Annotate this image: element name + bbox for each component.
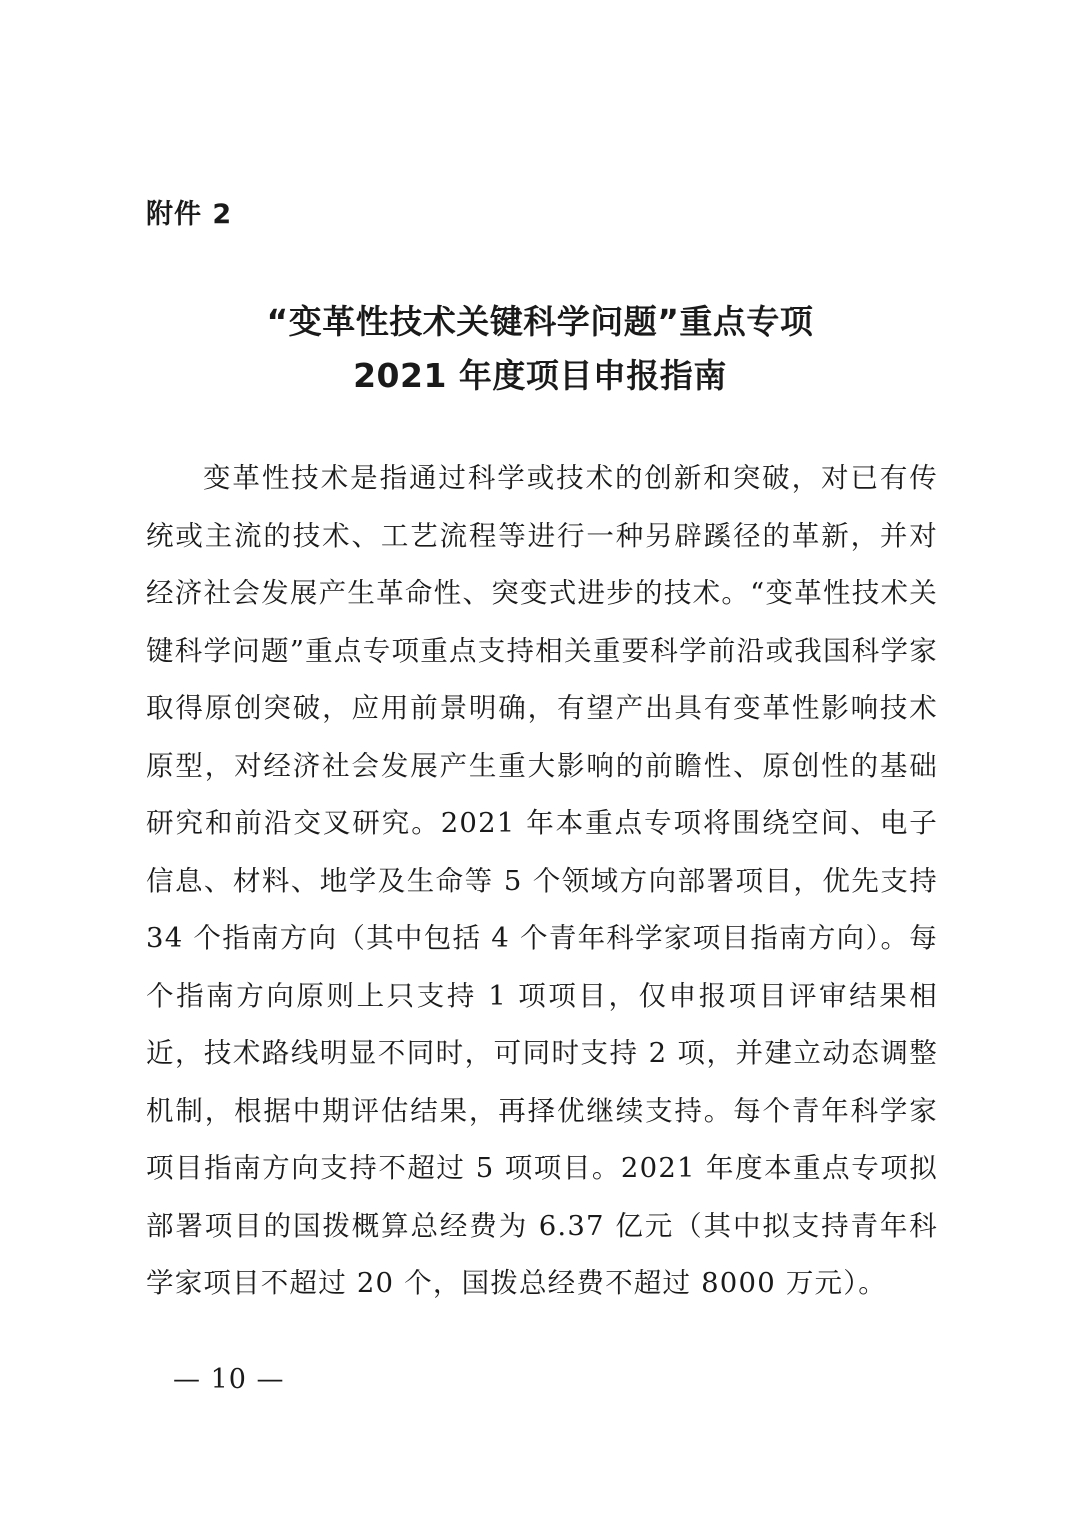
document-title-line-2: 2021 年度项目申报指南 <box>353 356 727 395</box>
page-number: — 10 — <box>173 1364 285 1395</box>
body-paragraph: 变革性技术是指通过科学或技术的创新和突破，对已有传统或主流的技术、工艺流程等进行一种另辟蹊径的革新，并对经济社会发展产生革命性、突变式进步的技术。“变革性技术关键科学问题”重点专项重点支持相关重要科学前沿或我国科学家取得原创突破，应用前景明确，有望产出具有变革性影响技术原型，对经济社会发展产生重大影响的前瞻性、原创性的基础研究和前沿交叉研究。2021 年本重点专项将围绕空间、电子信息、材料、地学及生命等 5 个领域方向部署项目，优先支持 34 个指南方向（其中包括 4 个青年科学家项目指南方向）。每个指南方向原则上只支持 1 项项目，仅申报项目评审结果相近，技术路线明显不同时，可同时支持 2 项，并建立动态调整机制，根据中期评估结果，再择优继续支持。每个青年科学家项目指南方向支持不超过 5 项项目。2021 年度本重点专项拟部署项目的国拨概算总经费为 6.37 亿元（其中拟支持青年科学家项目不超过 20 个，国拨总经费不超过 8000 万元）。 <box>146 462 939 1299</box>
document-title-line-1: “变革性技术关键科学问题”重点专项 <box>266 302 814 341</box>
attachment-label: 附件 2 <box>146 199 233 230</box>
